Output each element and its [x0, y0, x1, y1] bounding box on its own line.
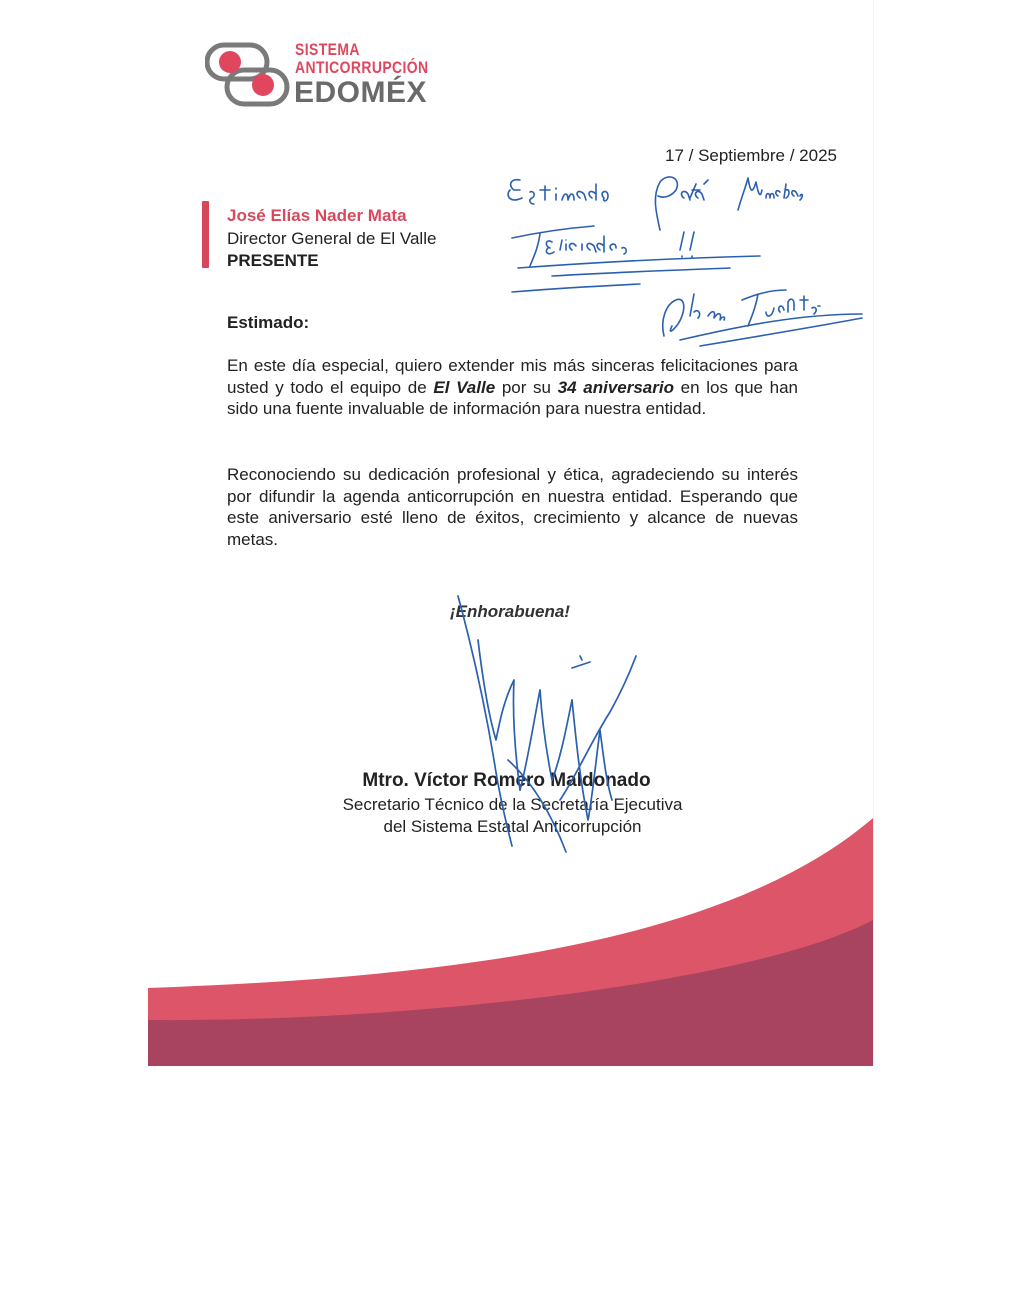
p1-text-3: en los que han sido una fuente invaluable de información para nuestra entidad. [227, 377, 799, 418]
logo-text-anticorrupcion: ANTICORRUPCIÓN [295, 58, 429, 77]
logo-text-edomex: EDOMÉX [294, 76, 428, 109]
p1-emphasis-aniversario: 34 aniversario [557, 377, 674, 397]
sistema-anticorrupcion-logo [205, 40, 435, 110]
body-paragraph-1 [227, 355, 798, 420]
signer-name: Mtro. Víctor Romero Maldonado [362, 770, 651, 791]
recipient-presente: PRESENTE [227, 251, 319, 270]
p1-text-2: por su [495, 377, 558, 397]
signer-title-line-1: Secretario Técnico de la Secretaría Ejecutiva [342, 795, 683, 814]
recipient-title: Director General de El Valle [227, 229, 437, 248]
p1-text-1: En este día especial, quiero extender mis más sinceras felicitaciones para usted y todo el equipo de [227, 356, 798, 397]
logo-mark-icon [205, 40, 290, 110]
p1-emphasis-el-valle: El Valle [433, 377, 496, 397]
letter-date: 17 / Septiembre / 2025 [664, 146, 837, 165]
salutation: Estimado: [227, 313, 310, 332]
logo-text-sistema: SISTEMA [295, 40, 360, 59]
closing: ¡Enhorabuena! [450, 602, 570, 621]
recipient-accent-bar [202, 201, 209, 268]
signer-title-line-2: del Sistema Estatal Anticorrupción [383, 817, 642, 836]
body-paragraph-2: Reconociendo su dedicación profesional y ética, agradeciendo su interés por difundir la agenda anticorrupción en nuestra entidad. Esperando que este aniversario esté lleno de éxitos, crecimiento y alcance de nuevas metas. [227, 465, 798, 549]
recipient-name: José Elías Nader Mata [227, 206, 407, 225]
footer-wave-decoration [0, 800, 873, 1066]
